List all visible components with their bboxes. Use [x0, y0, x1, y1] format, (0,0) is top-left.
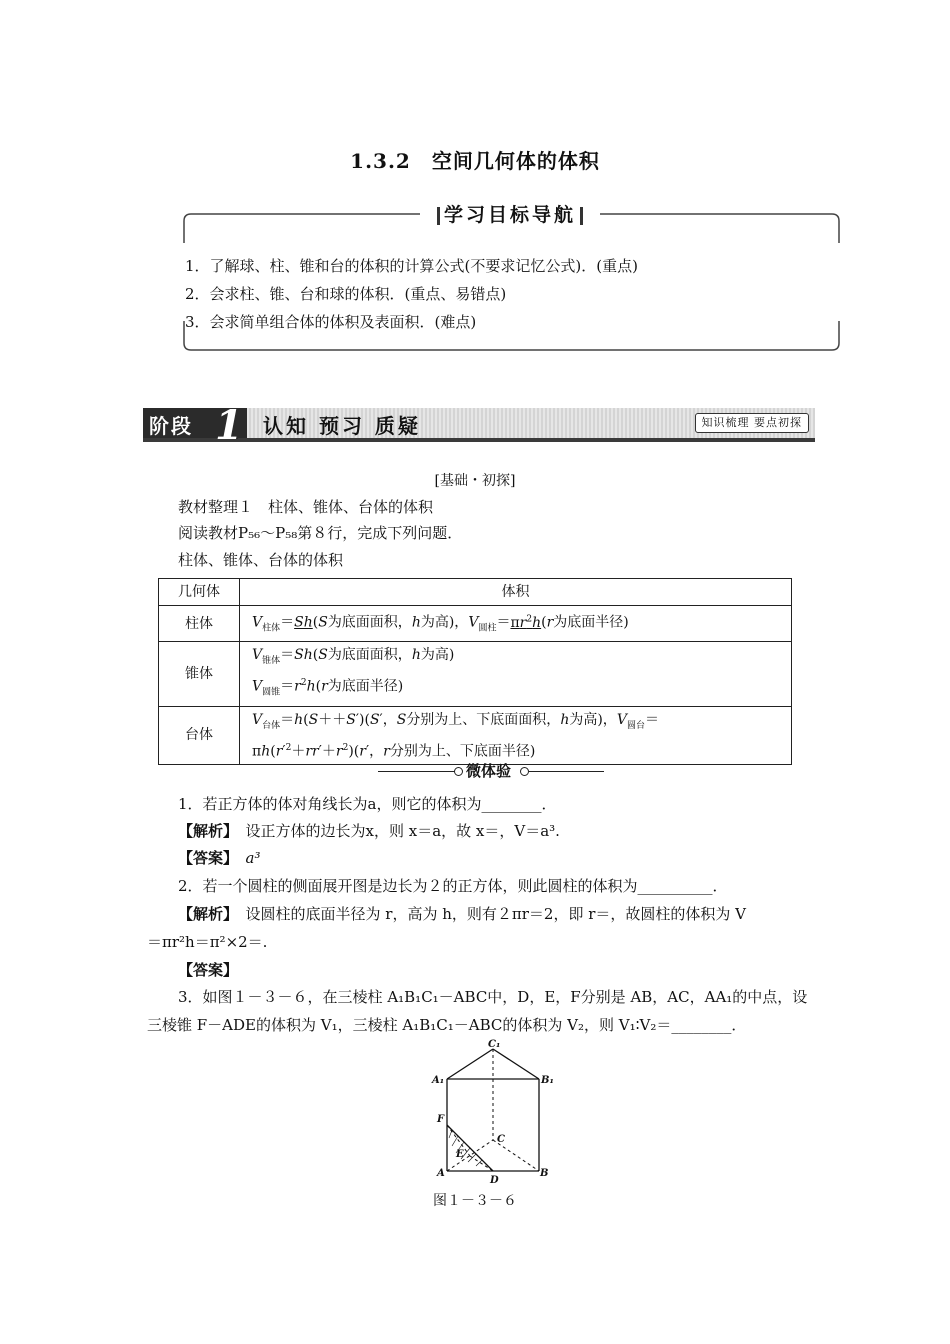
stage-tag: 知识梳理 要点初探 — [695, 413, 810, 433]
micro-label: 微体验 — [466, 762, 512, 780]
question-1: 1．若正方体的体对角线长为a，则它的体积为________． — [178, 795, 557, 813]
analysis-2 — [178, 904, 746, 924]
stage-label: 阶段 — [149, 414, 193, 438]
point-label: A — [437, 1168, 445, 1179]
table-header: 几何体 — [159, 579, 240, 606]
goals-header — [420, 200, 600, 230]
goal-item: 2．会求柱、锥、台和球的体积．(重点、易错点) — [185, 285, 507, 303]
divider-dot-left — [454, 767, 463, 776]
analysis-1 — [178, 821, 560, 841]
row-name: 锥体 — [159, 642, 240, 706]
point-label: B — [540, 1168, 549, 1179]
goal-item: 1．了解球、柱、锥和台的体积的计算公式(不要求记忆公式)．(重点) — [185, 257, 638, 275]
point-label: C₁ — [488, 1039, 501, 1050]
question-3-line2: 三棱锥 F－ADE的体积为 V₁，三棱柱 A₁B₁C₁－ABC的体积为 V₂，则 V₁∶V₂＝________． — [147, 1016, 747, 1034]
analysis-text: 设正方体的边长为x，则 x＝a，故 x＝，V＝a³. — [245, 822, 560, 840]
answer-label: 【答案】 — [178, 961, 239, 979]
figure-caption: 图１－３－６ — [433, 1193, 517, 1209]
pyramid-formula: $V_{锥体}=Sh(S$为底面面积，h为高) $V_{圆锥}=r^2h(r$为底面半径) — [240, 642, 792, 706]
goal-item: 3．会求简单组合体的体积及表面积．(难点) — [185, 313, 477, 331]
header-bar-left — [437, 207, 440, 225]
goals-header-text: 学习目标导航 — [443, 204, 576, 226]
prism-formula: $V_{柱体}=Sh(S$为底面面积，h为高)，$V_{圆柱}=\pi r^2h(r$为底面半径) — [240, 606, 792, 642]
point-label: D — [490, 1175, 499, 1186]
stage-underline — [143, 438, 815, 442]
point-label: A₁ — [432, 1075, 445, 1086]
table-row — [159, 606, 792, 642]
stage-title: 认知 预习 质疑 — [263, 414, 421, 438]
stage-number: 1 — [215, 402, 243, 449]
answer-label: 【答案】 — [178, 849, 231, 867]
section-note: [基础・初探] — [434, 473, 516, 489]
point-label: B₁ — [541, 1075, 554, 1086]
intro-line: 柱体、锥体、台体的体积 — [178, 551, 344, 569]
micro-divider — [378, 760, 604, 784]
answer-text: a³ — [245, 849, 261, 867]
stage-banner — [143, 402, 815, 449]
prism-figure — [430, 1038, 560, 1188]
table-row — [159, 706, 792, 764]
intro-line: 教材整理１ 柱体、锥体、台体的体积 — [178, 498, 434, 516]
analysis-text: 设圆柱的底面半径为 r，高为 h，则有２πr＝2，即 r＝，故圆柱的体积为 V — [245, 905, 747, 923]
row-name: 台体 — [159, 706, 240, 764]
frustum-formula: $V_{台体}=h(S++S')(S'$，S分别为上、下底面面积，h为高)，$V_{圆台}=$ $\pi h(r'^2+rr'+r^2)(r'$，r分别为上、下底面半径) — [240, 706, 792, 764]
row-name: 柱体 — [159, 606, 240, 642]
table-header: 体积 — [240, 579, 792, 606]
intro-line: 阅读教材P₅₆～P₅₈第８行，完成下列问题． — [178, 524, 463, 542]
analysis-2-cont: ＝πr²h＝π²×2＝. — [147, 933, 268, 951]
answer-1 — [178, 848, 261, 868]
header-bar-right — [580, 207, 583, 225]
analysis-label: 【解析】 — [178, 905, 231, 923]
point-label: E — [456, 1149, 464, 1160]
question-3-line1: 3．如图１－３－６，在三棱柱 A₁B₁C₁－ABC中，D，E，F分别是 AB，AC，AA₁的中点，设 — [178, 988, 808, 1006]
divider-dot-right — [520, 767, 529, 776]
table-header-row — [159, 579, 792, 606]
point-label: F — [437, 1114, 445, 1125]
table-row — [159, 642, 792, 706]
question-2: 2．若一个圆柱的侧面展开图是边长为２的正方体，则此圆柱的体积为__________． — [178, 877, 728, 895]
analysis-label: 【解析】 — [178, 822, 231, 840]
divider-line-right — [529, 771, 604, 772]
point-label: C — [497, 1134, 505, 1145]
divider-line-left — [378, 771, 456, 772]
page-title: 1.3.2 空间几何体的体积 — [350, 149, 600, 173]
volume-table — [158, 578, 792, 765]
